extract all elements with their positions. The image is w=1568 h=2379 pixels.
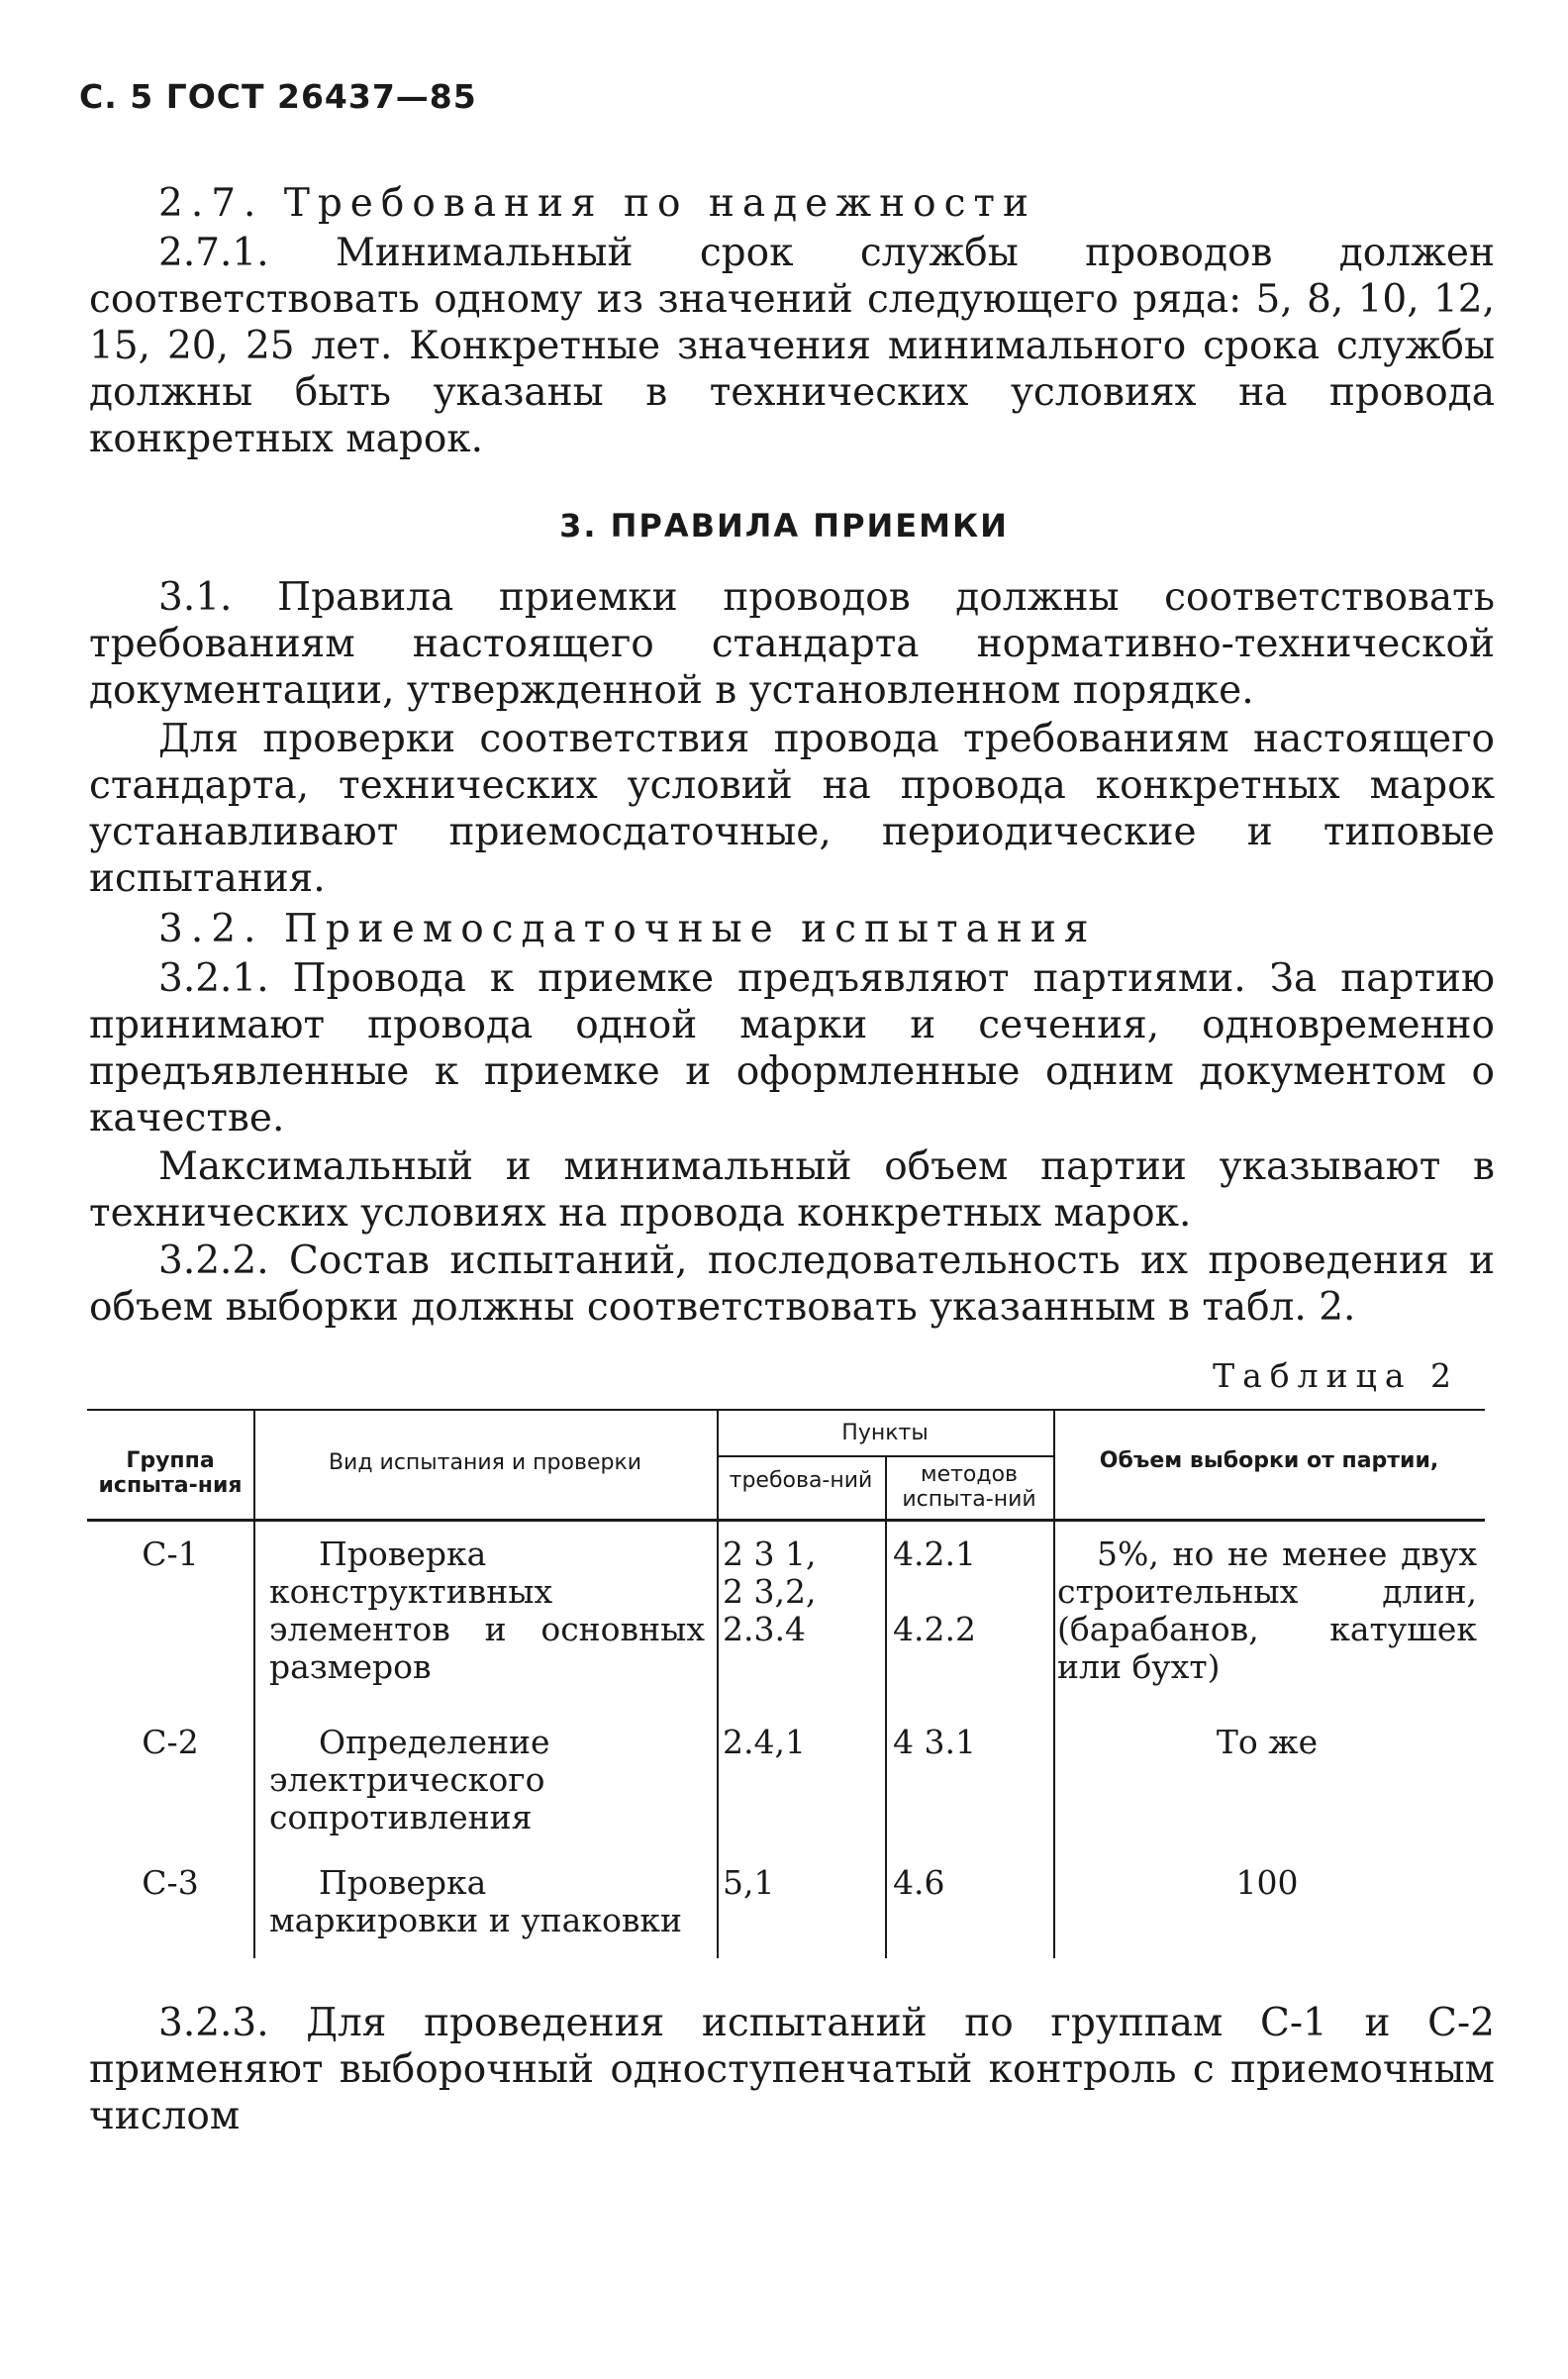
row-3-req: 5,1: [723, 1863, 775, 1902]
section-3-2-title: 3.2. Приемосдаточные испытания: [158, 907, 1097, 951]
row-2-req: 2.4,1: [723, 1723, 806, 1761]
paragraph-2-7-1: 2.7.1. Минимальный срок службы проводов должен соответствовать одному из значений следующего ряда: 5, 8, 10, 12, 15, 20, 25 лет. Конкретные значения минимального срока службы должны быть указаны в технических условиях на провода конкретных марок.: [89, 231, 1495, 461]
table-points-rule: [717, 1455, 1053, 1457]
paragraph-3-2-1-b: Максимальный и минимальный объем партии указывают в технических условиях на провода конкретных марок.: [89, 1144, 1495, 1236]
header-points: Пункты: [841, 1421, 929, 1445]
table-2: [87, 1409, 1485, 1958]
header-req: требова-ний: [729, 1468, 873, 1493]
row-1-volume: 5%, но не менее двух строительных длин, (барабанов, катушек или бухт): [1057, 1535, 1477, 1686]
row-3-meth: 4.6: [893, 1863, 945, 1902]
row-2-kind: Определение электрического сопротивления: [269, 1723, 550, 1836]
paragraph-3-1-b: Для проверки соответствия провода требованиям настоящего стандарта, технических условий на провода конкретных марок устанавливают приемосдаточные, периодические и типовые испытания.: [89, 717, 1495, 901]
row-2-meth: 4 3.1: [893, 1723, 976, 1761]
paragraph-3-2-1: 3.2.1. Провода к приемке предъявляют партиями. За партию принимают провода одной марки и сечения, одновременно предъявленные к приемке и оформленные одним документом о качестве.: [89, 956, 1495, 1140]
section-2-7-title: 2.7. Требования по надежности: [158, 181, 1037, 226]
header-kind: Вид испытания и проверки: [328, 1450, 642, 1475]
paragraph-3-1: 3.1. Правила приемки проводов должны соответствовать требованиям настоящего стандарта нормативно-технической документации, утвержденной в установленном порядке.: [89, 575, 1495, 713]
row-3-kind: Проверка маркировки и упаковки: [269, 1863, 683, 1939]
table-header-rule: [87, 1519, 1485, 1522]
row-1-kind: Проверка конструктивных элементов и основных размеров: [269, 1535, 705, 1686]
table-top-rule: [87, 1409, 1485, 1411]
paragraph-3-2-2: 3.2.2. Состав испытаний, последовательность их проведения и объем выборки должны соответствовать указанным в табл. 2.: [89, 1239, 1495, 1330]
table-col-divider: [1053, 1409, 1055, 1958]
row-2-volume: То же: [1216, 1723, 1319, 1761]
table-col-divider: [885, 1455, 887, 1958]
page-header: С. 5 ГОСТ 26437—85: [79, 77, 477, 116]
row-3-group: С-3: [142, 1863, 199, 1902]
table-col-divider: [253, 1409, 255, 1958]
paragraph-3-2-3: 3.2.3. Для проведения испытаний по группам С-1 и С-2 применяют выборочный одноступенчатый контроль с приемочным числом: [89, 2001, 1495, 2138]
row-1-group: С-1: [142, 1535, 199, 1573]
section-3-title: 3. ПРАВИЛА ПРИЕМКИ: [559, 507, 1009, 545]
row-3-volume: 100: [1235, 1863, 1299, 1902]
header-meth: методов испыта-ний: [902, 1462, 1036, 1512]
table-caption: Таблица 2: [1213, 1356, 1459, 1395]
header-group: Группа испыта-ния: [98, 1448, 243, 1498]
row-1-req: 2 3 1, 2 3,2, 2.3.4: [723, 1535, 817, 1648]
row-1-meth: 4.2.1 4.2.2: [893, 1535, 976, 1648]
header-volume: Объем выборки от партии,: [1099, 1448, 1439, 1473]
row-2-group: С-2: [142, 1723, 199, 1761]
